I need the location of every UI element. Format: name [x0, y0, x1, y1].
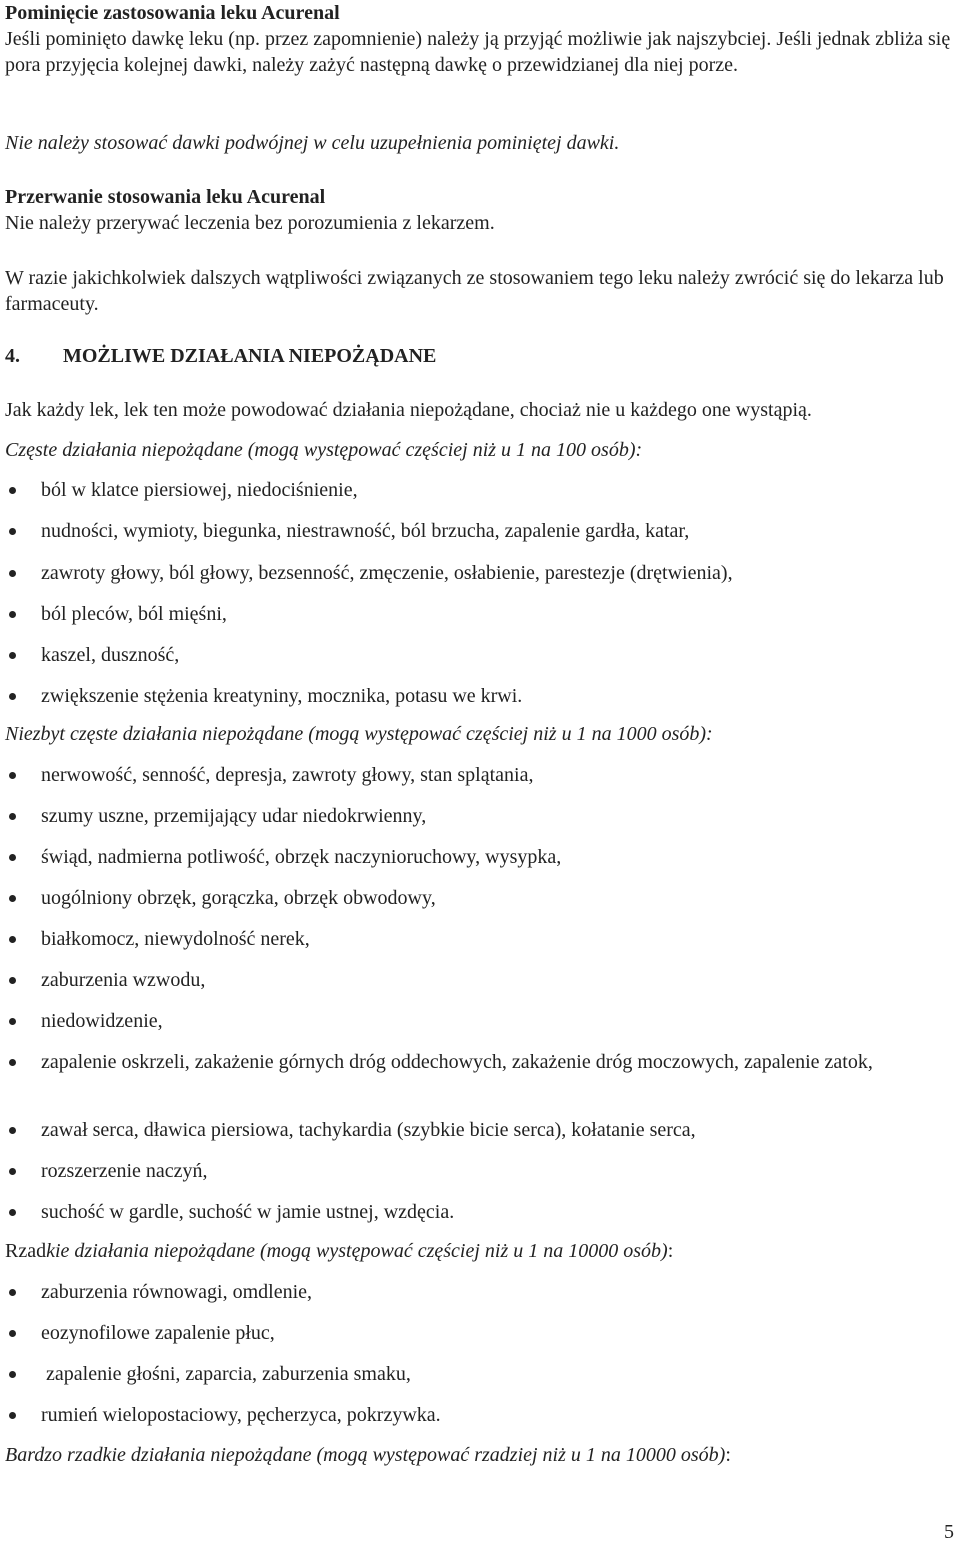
section-number: 4. — [5, 345, 20, 367]
list-item: nerwowość, senność, depresja, zawroty głowy, stan splątania, — [5, 762, 954, 788]
list-item: ból w klatce piersiowej, niedociśnienie, — [5, 477, 954, 503]
questions-text: W razie jakichkolwiek dalszych wątpliwości związanych ze stosowaniem tego leku należy zwrócić się do lekarza lub farmaceuty. — [5, 267, 944, 315]
list-item: zwiększenie stężenia kreatyniny, mocznika, potasu we krwi. — [5, 683, 954, 709]
list-item: niedowidzenie, — [5, 1008, 954, 1034]
list-item: zaburzenia równowagi, omdlenie, — [5, 1279, 954, 1305]
bullet-icon — [9, 936, 16, 943]
bullet-icon — [9, 1371, 16, 1378]
bullet-icon — [9, 528, 16, 535]
section-intro: Jak każdy lek, lek ten może powodować działania niepożądane, chociaż nie u każdego one wystąpią. — [5, 399, 812, 421]
bullet-icon — [9, 1330, 16, 1337]
list-item: zapalenie głośni, zaparcia, zaburzenia smaku, — [5, 1361, 954, 1387]
bullet-icon — [9, 1059, 16, 1066]
bullet-icon — [9, 693, 16, 700]
list-item: uogólniony obrzęk, gorączka, obrzęk obwodowy, — [5, 885, 954, 911]
bullet-icon — [9, 1127, 16, 1134]
list-item: szumy uszne, przemijający udar niedokrwienny, — [5, 803, 954, 829]
very-rare-heading: Bardzo rzadkie działania niepożądane (mogą występować rzadziej niż u 1 na 10000 osób): — [5, 1444, 731, 1466]
list-item: białkomocz, niewydolność nerek, — [5, 926, 954, 952]
stop-treatment-title: Przerwanie stosowania leku Acurenal — [5, 186, 326, 208]
bullet-icon — [9, 1209, 16, 1216]
bullet-icon — [9, 570, 16, 577]
missed-dose-title: Pominięcie zastosowania leku Acurenal — [5, 2, 340, 24]
bullet-icon — [9, 487, 16, 494]
list-item: eozynofilowe zapalenie płuc, — [5, 1320, 954, 1346]
page-number: 5 — [944, 1521, 954, 1543]
section-title: MOŻLIWE DZIAŁANIA NIEPOŻĄDANE — [63, 345, 437, 367]
list-item: zawał serca, dławica piersiowa, tachykardia (szybkie bicie serca), kołatanie serca, — [5, 1117, 954, 1143]
stop-treatment-text: Nie należy przerywać leczenia bez porozumienia z lekarzem. — [5, 212, 495, 234]
bullet-icon — [9, 854, 16, 861]
bullet-icon — [9, 813, 16, 820]
list-item: zaburzenia wzwodu, — [5, 967, 954, 993]
section-heading — [5, 343, 954, 369]
bullet-icon — [9, 1412, 16, 1419]
bullet-icon — [9, 1289, 16, 1296]
list-item: zapalenie oskrzeli, zakażenie górnych dróg oddechowych, zakażenie dróg moczowych, zapalenie zatok, — [5, 1049, 954, 1075]
bullet-icon — [9, 772, 16, 779]
bullet-icon — [9, 895, 16, 902]
bullet-icon — [9, 652, 16, 659]
bullet-icon — [9, 1168, 16, 1175]
missed-dose-note: Nie należy stosować dawki podwójnej w celu uzupełnienia pominiętej dawki. — [5, 132, 620, 154]
list-item: rumień wielopostaciowy, pęcherzyca, pokrzywka. — [5, 1402, 954, 1428]
bullet-icon — [9, 611, 16, 618]
list-item: zawroty głowy, ból głowy, bezsenność, zmęczenie, osłabienie, parestezje (drętwienia), — [5, 560, 954, 586]
list-item: rozszerzenie naczyń, — [5, 1158, 954, 1184]
bullet-icon — [9, 977, 16, 984]
list-item: suchość w gardle, suchość w jamie ustnej, wzdęcia. — [5, 1199, 954, 1225]
bullet-icon — [9, 1018, 16, 1025]
list-item: świąd, nadmierna potliwość, obrzęk naczynioruchowy, wysypka, — [5, 844, 954, 870]
list-item: kaszel, duszność, — [5, 642, 954, 668]
uncommon-heading: Niezbyt częste działania niepożądane (mogą występować częściej niż u 1 na 1000 osób): — [5, 723, 713, 745]
list-item: nudności, wymioty, biegunka, niestrawność, ból brzucha, zapalenie gardła, katar, — [5, 518, 954, 544]
list-item: ból pleców, ból mięśni, — [5, 601, 954, 627]
rare-heading: Rzadkie działania niepożądane (mogą występować częściej niż u 1 na 10000 osób): — [5, 1240, 674, 1262]
missed-dose-text: Jeśli pominięto dawkę leku (np. przez zapomnienie) należy ją przyjąć możliwie jak najszybciej. Jeśli jednak zbliża się pora przyjęcia kolejnej dawki, należy zażyć następną dawkę o przewidzianej dla niej porze. — [5, 28, 951, 76]
common-heading: Częste działania niepożądane (mogą występować częściej niż u 1 na 100 osób): — [5, 439, 643, 461]
